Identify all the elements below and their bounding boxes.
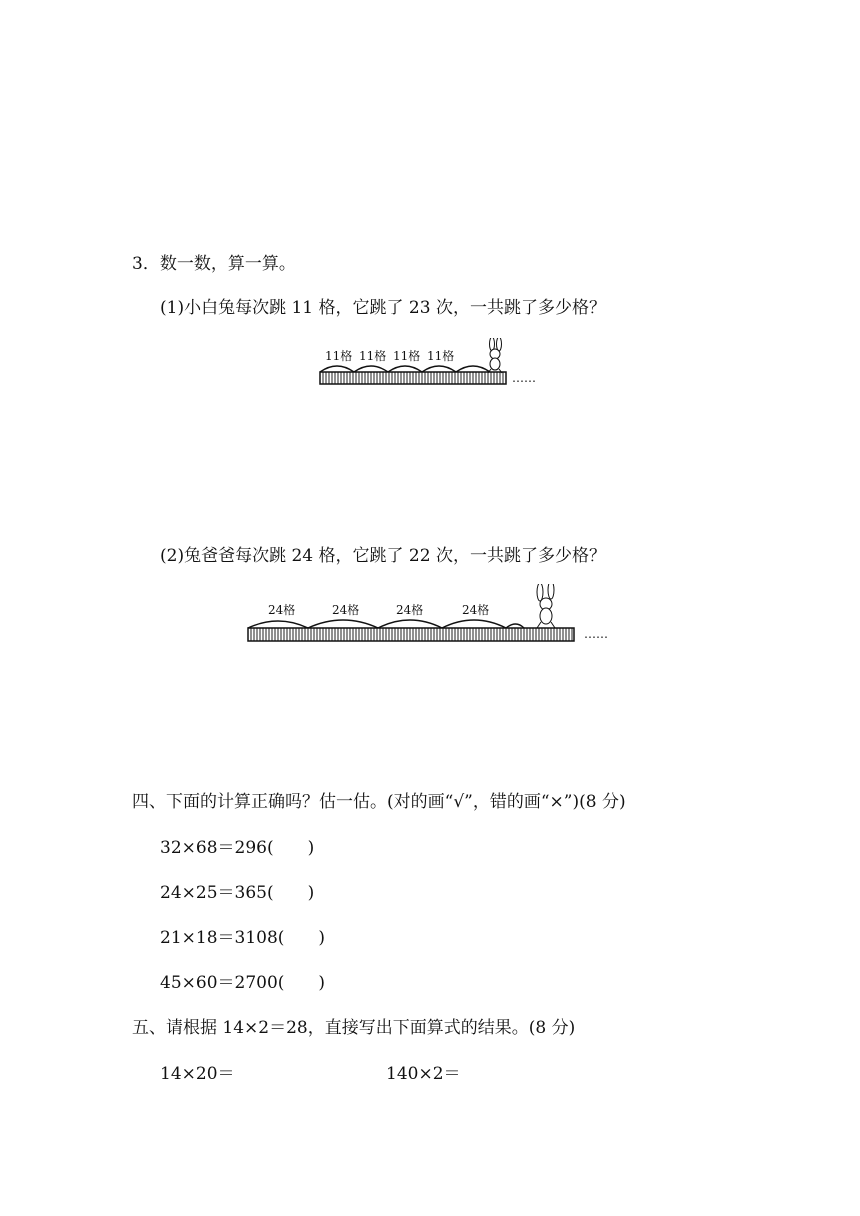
- section-4-heading: 四、下面的计算正确吗？估一估。(对的画“√”，错的画“×”)(8 分): [132, 792, 626, 812]
- ruler-strip: [320, 372, 506, 384]
- jump-label: 11格: [393, 349, 421, 363]
- rabbit-icon: [537, 584, 555, 628]
- direct-result-item: 140×2＝: [386, 1064, 461, 1084]
- number-line-diagram-2: [244, 584, 624, 644]
- section-5-heading: 五、请根据 14×2＝28，直接写出下面算式的结果。(8 分): [132, 1018, 576, 1038]
- jump-label: 24格: [268, 603, 296, 617]
- estimate-item: 21×18＝3108( ): [160, 928, 326, 948]
- number-line-diagram-1: [316, 338, 556, 388]
- estimate-item: 45×60＝2700( ): [160, 973, 326, 993]
- estimate-item: 32×68＝296( ): [160, 838, 315, 858]
- jump-label: 24格: [332, 603, 360, 617]
- ellipsis: ……: [584, 627, 608, 641]
- jump-arc: [248, 620, 524, 628]
- question-3-2-text: (2)兔爸爸每次跳 24 格，它跳了 22 次，一共跳了多少格？: [160, 546, 606, 566]
- direct-result-item: 14×20＝: [160, 1064, 235, 1084]
- jump-label: 24格: [396, 603, 424, 617]
- section-3-heading: 3．数一数，算一算。: [132, 254, 296, 274]
- jump-label: 11格: [359, 349, 387, 363]
- question-3-1-text: (1)小白兔每次跳 11 格，它跳了 23 次，一共跳了多少格？: [160, 298, 606, 318]
- jump-label: 11格: [325, 349, 353, 363]
- jump-arc: [320, 366, 490, 372]
- ellipsis: ……: [512, 371, 536, 385]
- estimate-item: 24×25＝365( ): [160, 883, 315, 903]
- ruler-strip: [248, 628, 574, 641]
- jump-label: 24格: [462, 603, 490, 617]
- jump-label: 11格: [427, 349, 455, 363]
- rabbit-icon: [488, 338, 502, 373]
